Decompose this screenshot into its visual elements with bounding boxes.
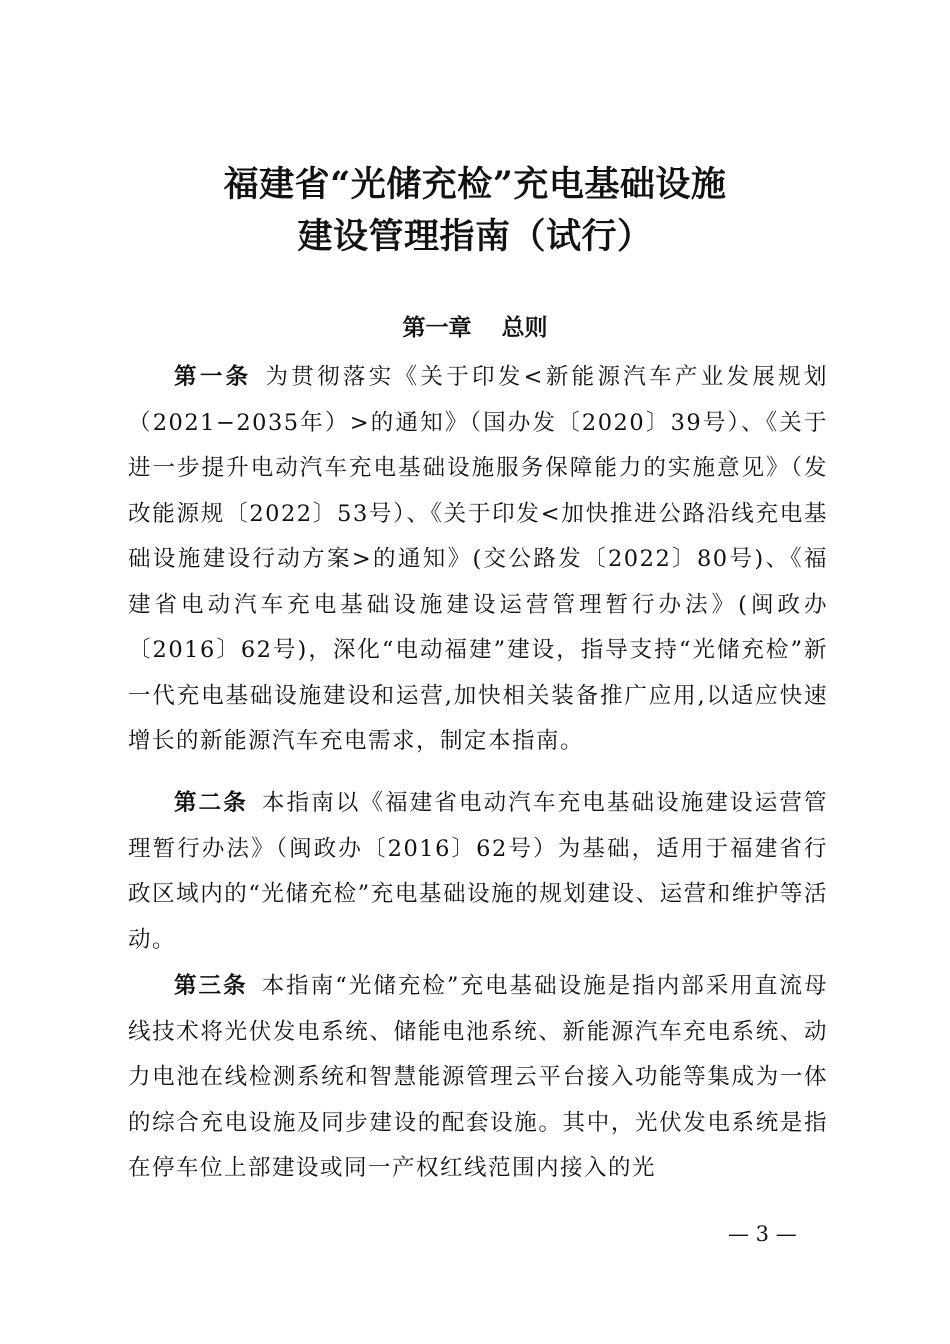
article-2 [128, 781, 828, 963]
article-2-text: 本指南以《福建省电动汽车充电基础设施建设运营管理暂行办法》（闽政办〔2016〕62号）为基础，适用于福建省行政区域内的“光储充检”充电基础设施的规划建设、运营和维护等活动。 [128, 790, 828, 953]
document-title-line-1: 福建省“光储充检”充电基础设施 [223, 164, 727, 205]
article-2-label: 第二条 [174, 790, 248, 816]
page-number: — 3 — [728, 1222, 797, 1246]
article-3-text: 本指南“光储充检”充电基础设施是指内部采用直流母线技术将光伏发电系统、储能电池系统、新能源汽车充电系统、动力电池在线检测系统和智慧能源管理云平台接入功能等集成为一体的综合充电设施及同步建设的配套设施。其中，光伏发电系统是指在停车位上部建设或同一产权红线范围内接入的光 [128, 973, 828, 1181]
article-1 [128, 355, 828, 765]
article-3-label: 第三条 [174, 973, 248, 999]
article-1-label: 第一条 [174, 364, 252, 390]
article-3 [128, 964, 828, 1192]
document-title-line-2: 建设管理指南（试行） [297, 216, 653, 257]
article-1-text: 为贯彻落实《关于印发<新能源汽车产业发展规划（2021−2035年）>的通知》（国办发〔2020〕39号）、《关于进一步提升电动汽车充电基础设施服务保障能力的实施意见》（发改能源规〔2022〕53号）、《关于印发<加快推进公路沿线充电基础设施建设行动方案>的通知》(交公路发〔2022〕80号)、《福建省电动汽车充电基础设施建设运营管理暂行办法》(闽政办〔2016〕62号)，深化“电动福建”建设，指导支持“光储充检”新一代充电基础设施建设和运营,加快相关装备推广应用,以适应快速增长的新能源汽车充电需求，制定本指南。 [128, 364, 828, 754]
chapter-heading: 第一章 总则 [402, 315, 548, 341]
